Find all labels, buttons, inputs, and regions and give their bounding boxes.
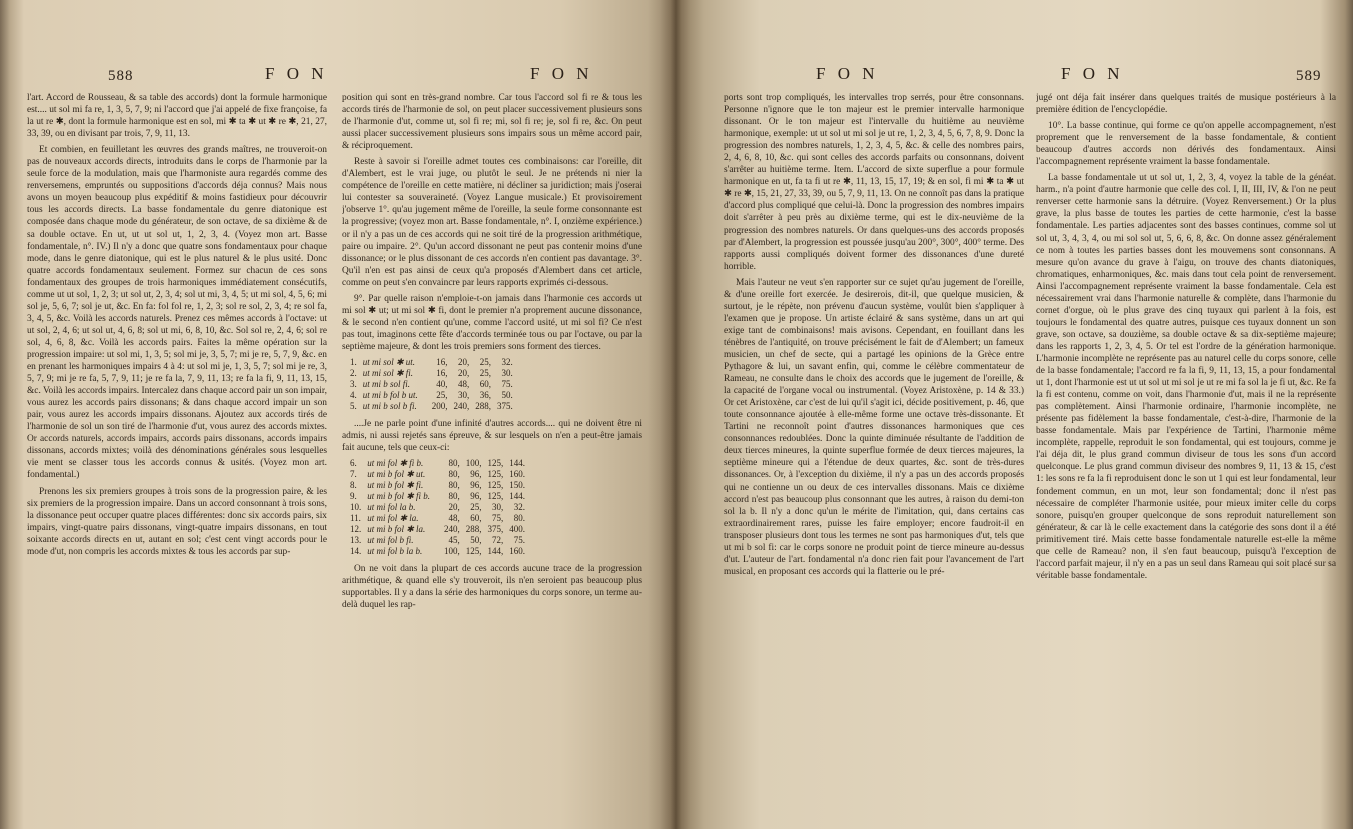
ratio-value: 80,: [448, 480, 460, 491]
chord-ratio-table-1: [350, 357, 519, 412]
ratio-value: 96,: [470, 491, 482, 502]
chord-name: ut mi fol ✱ la.: [367, 513, 419, 524]
paragraph: ....Je ne parle point d'une infinité d'autres accords.... qui ne doivent être ni admis, ni aussi rejetés sans épreuve, & sur lesquels on n'en a peut-être jamais fait aucune, tels que ceux-ci:: [342, 418, 642, 454]
ratio-value: 16,: [436, 356, 448, 367]
row-number: 13.: [350, 535, 362, 546]
ratio-value: 125,: [487, 480, 504, 491]
ratio-value: 50,: [470, 535, 482, 546]
paragraph: 10°. La basse continue, qui forme ce qu'on appelle accompagnement, n'est proprement que le renversement de la basse fondamentale, & contient beaucoup d'autres accords non dérivés des fondamentaux. Ainsi l'accompagnement représente vraiment la basse fondamentale.: [1036, 121, 1336, 168]
chord-name: ut mi fol la b.: [367, 502, 416, 513]
chord-name: ut mi b fol ✱ la.: [367, 524, 426, 535]
ratio-value: 100,: [465, 458, 482, 469]
right-page: [676, 0, 1353, 829]
table-row: [350, 513, 531, 524]
ratio-value: 20,: [448, 502, 460, 513]
table-row: [350, 480, 531, 491]
left-page-column-1: [27, 92, 327, 821]
row-number: 14.: [350, 546, 362, 557]
ratio-value: 30,: [492, 502, 504, 513]
ratio-value: 160.: [509, 546, 526, 557]
row-number: 12.: [350, 524, 362, 535]
ratio-value: 375,: [487, 524, 504, 535]
table-row: [350, 469, 531, 480]
ratio-value: 125,: [465, 546, 482, 557]
ratio-value: 160.: [509, 469, 526, 480]
row-number: 4.: [350, 389, 357, 400]
ratio-value: 288,: [465, 524, 482, 535]
ratio-value: 96,: [470, 469, 482, 480]
paragraph: jugé ont déja fait insérer dans quelques traités de musique postérieurs à la première édition de l'encyclopédie.: [1036, 93, 1336, 116]
ratio-value: 20,: [458, 356, 470, 367]
ratio-value: 36,: [479, 389, 492, 400]
ratio-value: 20,: [458, 367, 470, 378]
ratio-value: 125,: [487, 491, 504, 502]
row-number: 10.: [350, 502, 362, 513]
table-row: [350, 458, 531, 469]
ratio-value: 96,: [470, 480, 482, 491]
running-head-right-col1: F O N: [816, 64, 879, 83]
chord-name: ut mi fol b fi.: [367, 535, 414, 546]
ratio-value: 16,: [436, 367, 448, 378]
ratio-value: 144,: [487, 546, 504, 557]
left-page-column-2: [342, 92, 642, 821]
paragraph: Prenons les six premiers groupes à trois sons de la progression paire, & les six premiers de la progression impaire. Dans un accord consonnant à trois sons, la dissonance peut occuper quatre places différentes: donc six accords pairs, six impairs, vingt-quatre pairs dissonans, vingt-quatre impairs dissonans, en tout soixante accords directs en ut, autant en sol; c'est cent vingt accords pour le mode d'ut, non compris les accords mixtes & tous les accords par sup-: [27, 486, 327, 557]
row-number: 11.: [350, 513, 361, 524]
ratio-value: 200,: [431, 400, 448, 411]
ratio-value: 75.: [513, 535, 526, 546]
running-head-right-col2: F O N: [1061, 64, 1124, 83]
right-page-column-1: [724, 92, 1024, 821]
row-number: 3.: [350, 378, 357, 389]
table-row: [350, 491, 531, 502]
row-number: 1.: [350, 356, 357, 367]
ratio-value: 400.: [509, 524, 526, 535]
ratio-value: 60,: [470, 513, 482, 524]
ratio-value: 25,: [479, 356, 492, 367]
chord-name: ut mi sol ✱ fi.: [362, 367, 414, 378]
table-row: [350, 401, 519, 412]
row-number: 5.: [350, 400, 357, 411]
row-number: 7.: [350, 469, 357, 480]
chord-name: ut mi b sol b fi.: [362, 400, 417, 411]
ratio-value: 25,: [479, 367, 492, 378]
table-row: [350, 502, 531, 513]
page-number-left: 588: [108, 68, 134, 84]
chord-name: ut mi fol ✱ fi b.: [367, 458, 424, 469]
ratio-value: 25,: [436, 389, 448, 400]
paragraph: Reste à savoir si l'oreille admet toutes ces combinaisons: car l'oreille, dit d'Alembert, est le vrai juge, ou plutôt le seul. Je ne prétends ni nier la compétence de l'oreille en cette matière, ni décliner sa juridiction; mais j'oserai lui contester sa souveraineté. (Voyez Langue musicale.) Et provisoirement j'observe 1°. qu'au jugement même de l'oreille, la seule forme consonnante est la progressive; (voyez mon art. Basse fondamentale, n°. I, onzième expérience.) or il n'y a pas un de ces accords qui ne soit tiré de la progression arithmétique, paire ou impaire. 2°. Qu'un accord dissonant ne peut pas contenir moins d'une dissonance; or le plus dissonant de ces accords n'en contient pas davantage. 3°. Qu'il n'en est pas ainsi de ceux qu'a proposés d'Alembert dans cet article, comme on peut s'en convaincre par leurs rapports exprimés ci-dessous.: [342, 157, 642, 288]
table-row: [350, 368, 519, 379]
chord-name: ut mi b fol b ut.: [362, 389, 418, 400]
ratio-value: 30,: [458, 389, 470, 400]
row-number: 9.: [350, 491, 357, 502]
ratio-value: 72,: [492, 535, 504, 546]
ratio-value: 32.: [501, 356, 513, 367]
chord-name: ut mi b fol ✱ fi.: [367, 480, 424, 491]
ratio-value: 80,: [448, 458, 460, 469]
paragraph: Et combien, en feuilletant les œuvres des grands maîtres, ne trouveroit-on pas de nouveaux accords directs, introduits dans le corps de l'harmonie par la seule force de la modulation, mais que l'harmoniste aura regardés comme des renversemens, empruntés ou suppositions d'accords déja connus? Mais nous avons un moyen beaucoup plus expéditif & moins fastidieux pour découvrir tous les accords directs. La basse fondamentale du genre diatonique est composée dans chaque mode du générateur, de son octave, de sa dixième & de sa double octave. En ut, ut ut sol ut, 1, 2, 3, 4. (Voyez mon art. Basse fondamentale, n°. IV.) Il n'y a donc que quatre sons fondamentaux pour chaque mode, dans le genre diatonique, qui est le plus naturel & le plus usité. Donc quatre accords fondamentaux seulement. Formez sur chacun de ces sons fondamentaux des groupes de trois harmoniques immédiatement consécutifs, comme ut ut sol, 1, 2, 3; ut sol ut, 2, 3, 4; sol ut mi, 3, 4, 5; ut mi sol, 4, 5, 6; mi sol je, 5, 6, 7; sol je ut, &c. En fa: fol fol re, 1, 2, 3; sol re sol, 2, 3, 4; re sol fa, 3, 4, 5, &c. Voilà les accords naturels. Prenez ces mêmes accords à l'octave: ut ut sol, 2, 4, 6; ut sol ut, 4, 6, 8; sol ut mi, 6, 8, 10, &c. Sol sol re, 2, 4, 6; sol re sol, 4, 6, 8, &c. Voilà les accords pairs. Faites la même opération sur la progression impaire: ut sol mi, 1, 3, 5; sol mi je, 3, 5, 7; mi je re, 5, 7, 9, &c. en en prenant les harmoniques impairs 4 à 4: ut sol mi je, 1, 3, 5, 7; sol mi je re, 3, 5, 7, 9; mi je re fa, 5, 7, 9, 11; je re fa la, 7, 9, 11, 13; re fa la fi, 9, 11, 13, 15, &c. Voilà les accords impairs. Intercalez dans chaque accord pair un son impair, vous aurez les accords pairs dissonans; & dans chaque accord impair un son pair, vous aurez les accords impairs dissonans. Ajoutez aux accords tirés de l'harmonie de sol un son tiré de l'harmonie d'ut, vous aurez des accords mixtes. Or accords naturels, accords impairs, accords pairs dissonans, accords impairs dissonans, accords mixtes; voilà des dénominations générales sous lesquelles vie ment se classer tous les accords connus & usités. (Voyez mon art. fondamental.): [27, 145, 327, 481]
ratio-value: 30.: [501, 367, 513, 378]
ratio-value: 375.: [497, 400, 513, 411]
table-row: [350, 390, 519, 401]
table-row: [350, 357, 519, 368]
ratio-value: 150.: [509, 480, 526, 491]
ratio-value: 40,: [436, 378, 448, 389]
ratio-value: 125,: [487, 458, 504, 469]
chord-name: ut mi b sol fi.: [362, 378, 411, 389]
row-number: 8.: [350, 480, 357, 491]
ratio-value: 48,: [458, 378, 470, 389]
paragraph: 9°. Par quelle raison n'emploie-t-on jamais dans l'harmonie ces accords ut mi sol ✱ ut; ut mi sol ✱ fi, dont le premier n'a proprement aucune dissonance, & le second n'en contient qu'une, comme l'accord usité, ut mi sol fi? Ce n'est pas tout, imaginons cette fête d'accords terminée tous ou par l'octave, ou par la septième majeure, & dont les trois premiers sons forment des tierces.: [342, 293, 642, 352]
paragraph: Mais l'auteur ne veut s'en rapporter sur ce sujet qu'au jugement de l'oreille, & d'une oreille fort exercée. Je desirerois, dit-il, que quelque musicien, & surtout, je le répète, non prévenu d'aucun système, voulût bien s'appliquer à l'examen que je propose. Un artiste éclairé & sans système, dans un art qui exige tant de combinaisons! mais avisons. Cependant, en fouillant dans les ténèbres de l'antiquité, on trouve précisément le fait de d'Alembert; un fameux musicien, un chef de secte, qui a partagé les opinions de la Grèce entre Pythagore & lui, un savant enfin, qui, comme le célèbre commentateur de Rameau, ne consulte dans le choix des accords que le jugement de l'oreille, & la capacité de l'organe vocal ou instrumental. (Voyez Aristoxène, p. 14 & 33.) Or cet Aristoxène, car c'est de lui qu'il s'agit ici, décide positivement, p. 46, que toute consonnance ajoutée à elle-même forme une octave très-dissonante. Et Tartini ne reconnoît point d'autres dissonances harmoniques que ces consonnances redoublées. Donc la quinte diminuée résultante de l'addition de deux tierces mineures, la quinte superflue formée de deux tierces majeures, la septième mineure qui a l'étendue de deux quartes, &c. sont de très-dures dissonances. Or, à l'exception du dixième, il n'y a pas un des accords proposés qui ne contienne un ou deux de ces intervalles dissonans. Mais ce dixième accord n'est pas beaucoup plus consonnant que les autres, à raison du demi-ton sol la b. Il n'y a donc qu'un le mérite de l'imitation, qui, dans certains cas extraordinairement rares, puisse les faire employer; encore faudroit-il en transposer plusieurs dont tous les termes ne sont pas harmoniques d'ut, tels que ut mi b sol fi: car le corps sonore ne produit point de tierce mineure au-dessus d'ut. L'auteur de l'art. fondamental n'a donc rien fait pour l'avancement de l'art musical, en proposant ces accords qui la flatterie ou le pré-: [724, 277, 1024, 577]
paragraph: La basse fondamentale ut ut sol ut, 1, 2, 3, 4, voyez la table de la généat. harm., n'a point d'autre harmonie que celle des col. I, II, III, IV, & l'on ne peut renverser cette harmonie sans la détruire. (Voyez Renversement.) Or la plus grave, la plus basse de toutes les parties de cette harmonie, c'est la basse fondamentale. Les parties adjacentes sont des basses continues, comme sol ut sol ut, 3, 4, 3, 4, ou mi sol sol ut, 5, 6, 6, 8, &c. On donne assez généralement ce nom à toutes les parties basses dont les mouvemens sont consonnans. A mesure qu'on avance du grave à l'aigu, on trouve des chants diatoniques, chromatiques, enharmoniques, &c. mais dans tout cela point de renversement. Ainsi l'accompagnement représente vraiment la basse fondamentale. Cela est nécessairement vrai dans l'harmonie naturelle & complète, dans l'harmonie du cornet d'orgue, où le plus grave des cinq tuyaux qui parlent à la fois, est toujours le fondamental des quatre autres, puisque ces tuyaux donnent un son grave, son octave, sa douzième, sa double octave & sa dix-septième majeure; dans les rapports 1, 2, 3, 4, 5. Or tel est l'ordre de la génération harmonique. L'harmonie incomplète ne représente pas au naturel celle du corps sonore, celle de la basse fondamentale; l'accord re fa la fi, 9, 11, 13, 15, a pour fondamental ut 1, dont l'harmonie est ut ut sol ut mi sol je ut re mi fa sol la je fi ut, &c. Re fa la fi est contenu, comme on voit, dans l'harmonie d'ut, mais il ne la représente pas complètement. Ainsi l'harmonie ordinaire, l'harmonie incomplète, ne présente pas fidèlement la basse fondamentale, c'est-à-dire, l'harmonie de la basse fondamentale. Mais par l'expérience de Tartini, l'harmonie même incomplète, rappelle, reproduit le son fondamental, qui est toujours, comme je l'ai déja dit, le plus grand commun diviseur de tous les sons d'un accord quelconque. Le plus grand commun diviseur des nombres 9, 11, 13 & 15, c'est 1: les sons re fa la fi reproduisent donc le son ut 1 qui est leur fondamental, leur fondement commun, en un mot, leur son fondamental; donc il n'est pas nécessaire de compléter l'harmonie usitée, pour mieux imiter celle du corps sonore, puisqu'en grouper quelconque de sons reproduit naturellement son générateur, & car là le celle exactement dans la catégorie des sons dont il a été primitivement tiré. Mais cette basse fondamentale naturelle est-elle la même que celle de Rameau? non, il s'en faut beaucoup, puisqu'à l'exception de l'accord parfait majeur, il n'y en a pas un seul dans Rameau qui soit placé sur sa véritable basse fondamentale.: [1036, 173, 1336, 581]
ratio-value: 75,: [492, 513, 504, 524]
ratio-value: 144.: [509, 458, 526, 469]
table-row: [350, 546, 531, 557]
page-number-right: 589: [1296, 68, 1322, 84]
running-head-left-col2: F O N: [530, 64, 593, 83]
ratio-value: 144.: [509, 491, 526, 502]
table-row: [350, 524, 531, 535]
row-number: 2.: [350, 367, 357, 378]
right-page-column-2: [1036, 92, 1336, 821]
chord-ratio-table-2: [350, 458, 531, 557]
ratio-value: 25,: [470, 502, 482, 513]
left-page: [0, 0, 676, 829]
table-row: [350, 379, 519, 390]
row-number: 6.: [350, 458, 357, 469]
paragraph: l'art. Accord de Rousseau, & sa table des accords) dont la formule harmonique est.... ut sol mi fa re, 1, 3, 5, 7, 9; ni l'accord que j'ai appelé de fixe françoise, fa la ut re ✱, dont la formule harmonique est en sol, mi ✱ ta ✱ ut ✱ re ✱, 21, 27, 33, 39, ou en divisant par trois, 7, 9, 11, 13.: [27, 93, 327, 140]
ratio-value: 80.: [513, 513, 526, 524]
chord-name: ut mi fol b la b.: [367, 546, 423, 557]
ratio-value: 45,: [448, 535, 460, 546]
ratio-value: 48,: [448, 513, 460, 524]
ratio-value: 100,: [444, 546, 460, 557]
ratio-value: 240,: [444, 524, 460, 535]
ratio-value: 125,: [487, 469, 504, 480]
chord-name: ut mi b fol ✱ fi b.: [367, 491, 431, 502]
ratio-value: 80,: [448, 469, 460, 480]
chord-name: ut mi b fol ✱ ut.: [367, 469, 426, 480]
running-head-left-col1: F O N: [265, 64, 328, 83]
ratio-value: 50.: [501, 389, 513, 400]
table-row: [350, 535, 531, 546]
paragraph: position qui sont en très-grand nombre. Car tous l'accord sol fi re & tous les accords tirés de l'harmonie de sol, on peut placer successivement plusieurs sons de l'harmonie d'ut, comme ut, sol fi re; mi, sol fi re; je, sol fi re, &c. On peut aussi placer successivement plusieurs sons impairs sous un même accord pair, & réciproquement.: [342, 93, 642, 152]
ratio-value: 60,: [479, 378, 492, 389]
paragraph: On ne voit dans la plupart de ces accords aucune trace de la progression arithmétique, & quand elle s'y trouveroit, ils n'en seroient pas beaucoup plus supportables. Il y a dans la série des harmoniques du corps sonore, un terme au-delà duquel les rap-: [342, 564, 642, 611]
ratio-value: 80,: [448, 491, 460, 502]
ratio-value: 75.: [501, 378, 513, 389]
ratio-value: 288,: [475, 400, 492, 411]
ratio-value: 32.: [513, 502, 526, 513]
paragraph: ports sont trop compliqués, les intervalles trop serrés, pour être consonnans. Personne n'ignore que le ton majeur est le premier intervalle harmonique dissonant. Or le ton majeur est l'intervalle du huitième au neuvième harmonique, exemple: ut ut sol ut mi sol je ut re, 1, 2, 3, 4, 5, 6, 7, 8, 9. Donc la progression des nombres naturels, 1, 2, 3, 4, 5, &c. & celle des nombres pairs, 2, 4, 6, 8, 10, &c. qui sont celles des accords parfaits ou consonnans, doivent s'arrêter au huitième terme. Item. L'accord de sixte superflue a pour formule harmonique en ut, fa ta fi ut re ✱, 11, 13, 15, 17, 19; & en sol, fi mi ✱ ta ✱ ut ✱ re ✱, 15, 21, 27, 33, 39, ou 5, 7, 9, 11, 13. On ne connoît pas dans la pratique d'accord plus compliqué que celui-là. Donc la progression des nombres impairs doit s'arrêter à peu près au dixième terme, qui est le dix-neuvième de la progression des nombres naturels. Or dans quelques-uns des accords proposés par d'Alembert, la progression est poussée jusqu'au 200°, 300°, 400° terme. Des rapports aussi compliqués doivent former des dissonances d'une dureté horrible.: [724, 93, 1024, 272]
ratio-value: 240,: [453, 400, 470, 411]
chord-name: ut mi sol ✱ ut.: [362, 356, 416, 367]
